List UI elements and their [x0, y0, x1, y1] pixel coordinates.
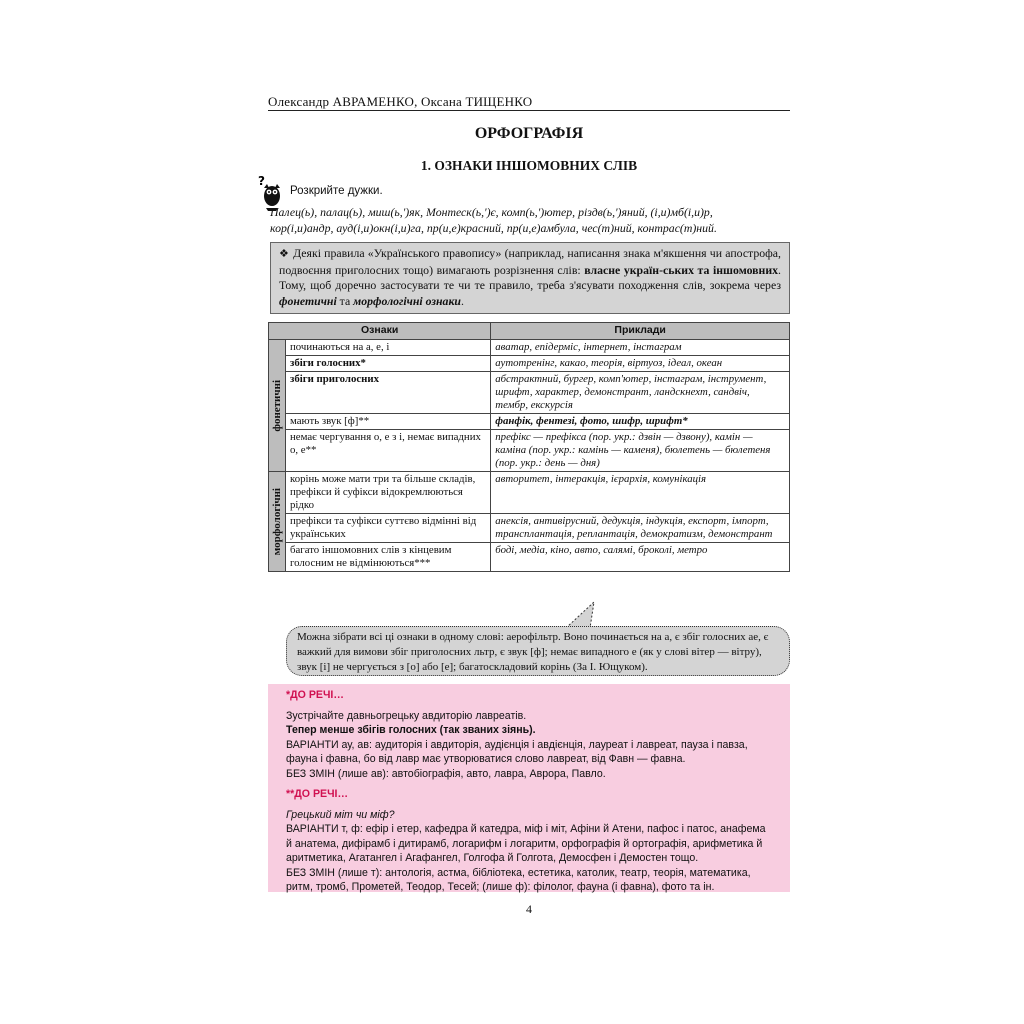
task-line-2: кор(і,и)андр, ауд(і,и)окн(і,и)га, пр(и,е)красний, пр(и,е)амбула, чес(т)ний, контрас(т)ний.: [270, 220, 717, 235]
table-header-row: [269, 323, 790, 340]
sign-cell: збіги приголосних: [286, 372, 491, 414]
section-title: 1. ОЗНАКИ ІНШОМОВНИХ СЛІВ: [420, 158, 638, 173]
sign-cell: мають звук [ф]**: [286, 414, 491, 430]
table-row: [269, 356, 790, 372]
note-bold-1: власне україн-ських та іншомовних: [584, 262, 779, 277]
table-row: [269, 514, 790, 543]
aside-heading-2: **ДО РЕЧІ…: [286, 788, 349, 800]
page-number: 4: [526, 902, 532, 916]
header-rule: [268, 110, 790, 111]
table-row: [269, 414, 790, 430]
svg-text:?: ?: [258, 174, 265, 188]
aside-2-line-1: Грецький міт чи міф?: [286, 808, 395, 821]
example-cell: аутотренінг, какао, теорія, віртуоз, ідеал, океан: [491, 356, 790, 372]
task-line-1: Палец(ь), палац(ь), миш(ь,')як, Монтеск(ь,')є, комп(ь,')ютер, різдв(ь,')яний, (і,и)мб(і,и)р,: [270, 205, 713, 219]
sign-cell: корінь може мати три та більше складів, префікси й суфікси відокремлюються рідко: [286, 472, 491, 514]
example-cell: анексія, антивірусний, дедукція, індукція, експорт, імпорт, трансплантація, реплантація, демократизм, демонстрант: [491, 514, 790, 543]
example-cell: абстрактний, бургер, комп'ютер, інстаграм, інструмент, шрифт, характер, демонстрант, ландскнехт, сандвіч, тембр, екскурсія: [491, 372, 790, 414]
page-title: ОРФОГРАФІЯ: [474, 125, 584, 142]
aside-heading-1: *ДО РЕЧІ…: [286, 689, 344, 701]
sign-cell: багато іншомовних слів з кінцевим голосним не відмінюються***: [286, 543, 491, 572]
example-callout: Можна зібрати всі ці ознаки в одному слові: аерофільтр. Воно починається на а, є збіг голосних ае, є важкий для вимови збіг приголосних льтр, є звук [ф]; немає випадного е (як у слові вітер — вітру), звук [і] не чергується з [о] або [е]; багатоскладовий корінь (За І. Ющуком).: [286, 626, 790, 676]
table-row: [269, 340, 790, 356]
aside-1-line-1: Зустрічайте давньогрецьку авдиторію лавреатів.: [286, 709, 527, 722]
example-cell: аватар, епідерміс, інтернет, інстаграм: [491, 340, 790, 356]
by-the-way-box: [268, 684, 790, 892]
sign-cell: немає чергування о, е з і, немає випадних о, е**: [286, 430, 491, 472]
rule-note: ❖ Деякі правила «Українського правопису» (наприклад, написання знака м'якшення чи апострофа, подвоєння приголосних тощо) вимагають розрізнення слів: власне україн-ських та іншомовних. Тому, щоб доречно застосувати те чи те правило, треба з'ясувати походження слів, зокрема через фонетичні та морфологічні ознаки.: [270, 242, 790, 314]
diamond-bullet-icon: ❖: [279, 248, 290, 260]
running-header: Олександр АВРАМЕНКО, Оксана ТИЩЕНКО: [268, 94, 533, 109]
example-cell: фанфік, фентезі, фото, шифр, шрифт*: [491, 414, 790, 430]
note-term-morph: морфологічні ознаки: [353, 293, 461, 308]
example-cell: боді, медіа, кіно, авто, салямі, броколі, метро: [491, 543, 790, 572]
table-row: [269, 372, 790, 414]
sign-cell: збіги голосних*: [286, 356, 491, 372]
col-header-examples: Приклади: [491, 323, 790, 340]
table-row: [269, 543, 790, 572]
group-label-morphological: морфологічні: [269, 472, 286, 572]
group-label-phonetic: фонетичні: [269, 340, 286, 472]
aside-1-line-4: БЕЗ ЗМІН (лише ав): автобіографія, авто, лавра, Аврора, Павло.: [286, 767, 606, 780]
task-label: Розкрийте дужки.: [290, 185, 383, 197]
example-cell: авторитет, інтеракція, ієрархія, комунікація: [491, 472, 790, 514]
aside-1-line-2: Тепер менше збігів голосних (так званих зіянь).: [286, 724, 536, 736]
aside-2-line-3: БЕЗ ЗМІН (лише т): антологія, астма, бібліотека, естетика, католик, театр, теорія, математика, ритм, тромб, Прометей, Теодор, Тесей; (лише ф): філолог, фауна (і фавна), фото та ін.: [286, 866, 751, 893]
signs-table: [268, 322, 790, 572]
aside-1-line-3: ВАРІАНТИ ау, ав: аудиторія і авдиторія, аудієнція і авдієнція, лауреат і лавреат, пауза і павза, фауна і фавна, бо від лавр має утворюватися слово лавреат, від Фавн — фавна.: [286, 738, 748, 765]
table-row: [269, 430, 790, 472]
sign-cell: починаються на а, е, і: [286, 340, 491, 356]
table-row: [269, 472, 790, 514]
aside-2-line-2: ВАРІАНТИ т, ф: ефір і етер, кафедра й катедра, міф і міт, Афіни й Атени, пафос і патос, анафема й анатема, дифірамб і дитирамб, логарифм і логаритм, орфографія й ортографія, арифметика й аритметика, Агатангел і Агафангел, Голгофа й Голгота, Демосфен і Демостен тощо.: [286, 823, 766, 864]
sign-cell: префікси та суфікси суттєво відмінні від українських: [286, 514, 491, 543]
example-cell: префікс — префікса (пор. укр.: дзвін — дзвону), камін — каміна (пор. укр.: камінь — каменя), бюлетень — бюлетеня (пор. укр.: день — дня): [491, 430, 790, 472]
col-header-signs: Ознаки: [269, 323, 491, 340]
note-term-phonetic: фонетичні: [279, 293, 337, 308]
task-text: [270, 205, 790, 236]
